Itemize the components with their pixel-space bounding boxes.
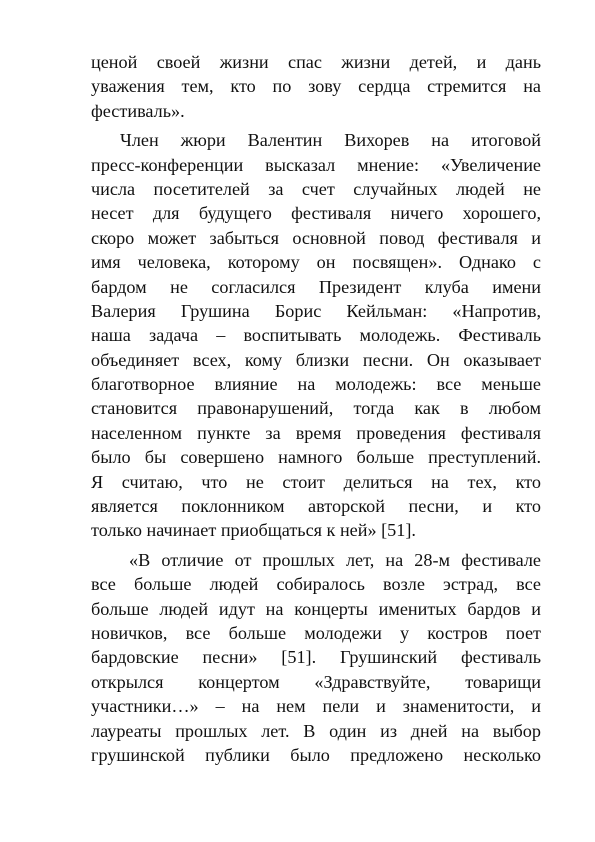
text-line: было бы совершено намного больше преступлений. <box>91 447 541 468</box>
body-text <box>91 50 541 767</box>
paragraph-2 <box>91 128 541 543</box>
text-line: Член жюри Валентин Вихорев на итоговой <box>120 130 541 151</box>
text-line: является поклонником авторской песни, и кто <box>91 496 541 517</box>
text-line: населенном пункте за время проведения фестиваля <box>91 422 541 443</box>
text-line: лауреаты прошлых лет. В один из дней на выбор <box>91 720 541 741</box>
text-line: грушинской публики было предложено несколько <box>91 744 541 765</box>
text-line: только начинает приобщаться к ней» [51]. <box>91 520 416 541</box>
text-line: объединяет всех, кому близки песни. Он оказывает <box>91 349 541 370</box>
text-line: становится правонарушений, тогда как в любом <box>91 398 541 419</box>
text-line: участники…» – на нем пели и знаменитости, и <box>91 696 541 717</box>
text-line: уважения тем, кто по зову сердца стремится на <box>91 76 541 97</box>
paragraph-3 <box>91 548 541 768</box>
text-line: бардом не согласился Президент клуба имени <box>91 276 541 297</box>
text-line: несет для будущего фестиваля ничего хорошего, <box>91 203 541 224</box>
text-line: пресс-конференции высказал мнение: «Увеличение <box>91 154 541 175</box>
text-line: скоро может забыться основной повод фестиваля и <box>91 227 541 248</box>
text-line: бардовские песни» [51]. Грушинский фестиваль <box>91 647 541 668</box>
paragraph-1 <box>91 50 541 123</box>
text-line: числа посетителей за счет случайных людей не <box>91 178 541 199</box>
text-line: Валерия Грушина Борис Кейльман: «Напротив, <box>91 300 541 321</box>
text-line: открылся концертом «Здравствуйте, товарищи <box>91 671 541 692</box>
text-line: фестиваль». <box>91 100 185 121</box>
text-line: «В отличие от прошлых лет, на 28-м фестивале <box>129 549 541 570</box>
text-line: ценой своей жизни спас жизни детей, и дань <box>91 52 541 72</box>
text-line: благотворное влияние на молодежь: все меньше <box>91 374 541 395</box>
text-line: новичков, все больше молодежи у костров поет <box>91 622 541 643</box>
text-line: имя человека, которому он посвящен». Однако с <box>91 252 541 273</box>
text-line: больше людей идут на концерты именитых бардов и <box>91 598 541 619</box>
text-line: Я считаю, что не стоит делиться на тех, кто <box>91 471 541 492</box>
text-line: наша задача – воспитывать молодежь. Фестиваль <box>91 325 541 346</box>
text-line: все больше людей собиралось возле эстрад, все <box>91 574 541 595</box>
